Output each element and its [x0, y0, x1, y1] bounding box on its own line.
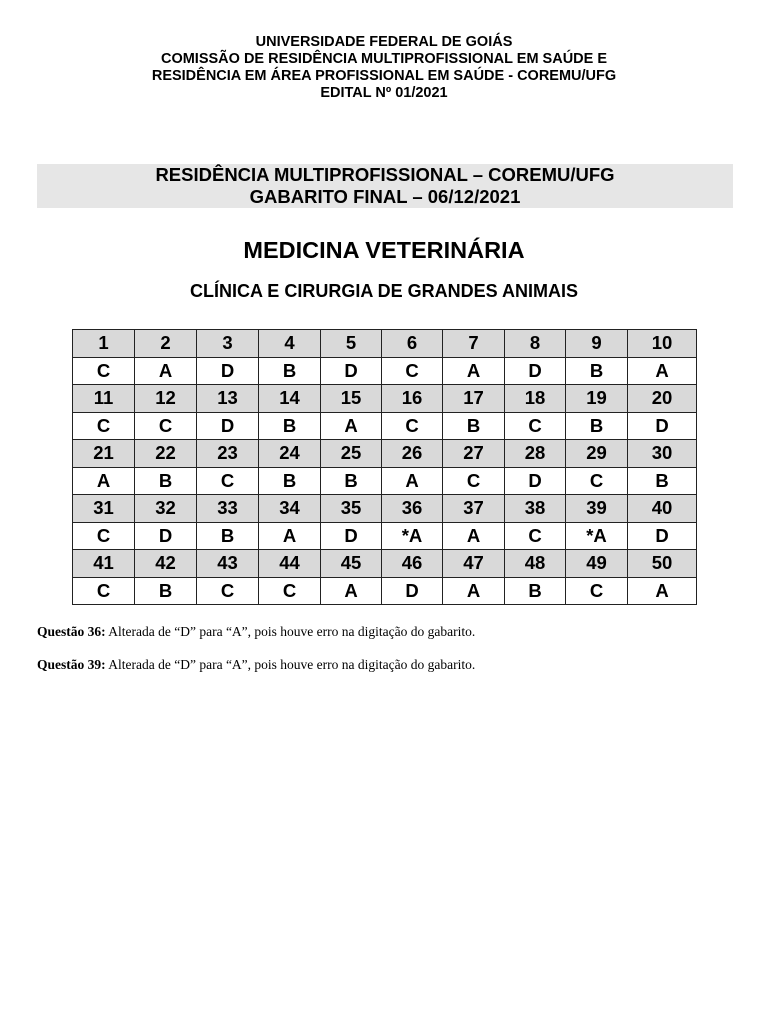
question-number-cell: 32	[135, 495, 197, 523]
question-number-cell: 25	[321, 440, 382, 468]
program-title: RESIDÊNCIA MULTIPROFISSIONAL – COREMU/UFG	[155, 164, 615, 185]
answer-cell: A	[382, 467, 443, 495]
answer-cell: A	[321, 577, 382, 605]
question-number-cell: 35	[321, 495, 382, 523]
answer-cell: A	[73, 467, 135, 495]
answer-cell: C	[73, 357, 135, 385]
question-number-cell: 22	[135, 440, 197, 468]
note-question-36	[37, 624, 475, 640]
question-number-row	[73, 495, 697, 523]
question-number-cell: 46	[382, 550, 443, 578]
question-number-cell: 16	[382, 385, 443, 413]
answer-cell: B	[259, 412, 321, 440]
answer-cell: B	[566, 357, 628, 385]
question-number-cell: 29	[566, 440, 628, 468]
question-number-cell: 47	[443, 550, 505, 578]
question-number-cell: 40	[628, 495, 697, 523]
question-number-cell: 30	[628, 440, 697, 468]
question-number-cell: 33	[197, 495, 259, 523]
answer-row	[73, 467, 697, 495]
answer-key-table	[72, 329, 697, 605]
answer-cell: *A	[382, 522, 443, 550]
answer-key-date: GABARITO FINAL – 06/12/2021	[249, 186, 521, 207]
answer-cell: B	[135, 467, 197, 495]
answer-cell: B	[135, 577, 197, 605]
question-number-cell: 11	[73, 385, 135, 413]
question-number-cell: 31	[73, 495, 135, 523]
question-number-row	[73, 385, 697, 413]
question-number-cell: 41	[73, 550, 135, 578]
question-number-cell: 43	[197, 550, 259, 578]
question-number-cell: 9	[566, 330, 628, 358]
note-label: Questão 36:	[37, 624, 106, 639]
question-number-cell: 17	[443, 385, 505, 413]
question-number-cell: 26	[382, 440, 443, 468]
question-number-cell: 28	[505, 440, 566, 468]
answer-cell: D	[321, 357, 382, 385]
header-line-edital: EDITAL Nº 01/2021	[320, 85, 448, 101]
question-number-cell: 23	[197, 440, 259, 468]
question-number-cell: 14	[259, 385, 321, 413]
question-number-cell: 42	[135, 550, 197, 578]
answer-cell: B	[505, 577, 566, 605]
question-number-cell: 24	[259, 440, 321, 468]
course-title: MEDICINA VETERINÁRIA	[243, 237, 525, 263]
answer-cell: D	[628, 412, 697, 440]
question-number-cell: 5	[321, 330, 382, 358]
answer-cell: A	[443, 357, 505, 385]
question-number-cell: 6	[382, 330, 443, 358]
answer-cell: D	[628, 522, 697, 550]
institution-header	[0, 34, 768, 102]
question-number-cell: 34	[259, 495, 321, 523]
answer-cell: C	[73, 522, 135, 550]
course-subtitle: CLÍNICA E CIRURGIA DE GRANDES ANIMAIS	[189, 281, 578, 301]
question-number-cell: 36	[382, 495, 443, 523]
answer-cell: B	[321, 467, 382, 495]
answer-row	[73, 412, 697, 440]
answer-cell: B	[566, 412, 628, 440]
answer-cell: A	[321, 412, 382, 440]
question-number-cell: 20	[628, 385, 697, 413]
question-number-cell: 45	[321, 550, 382, 578]
answer-cell: C	[197, 467, 259, 495]
question-number-cell: 21	[73, 440, 135, 468]
answer-cell: D	[197, 357, 259, 385]
question-number-cell: 8	[505, 330, 566, 358]
question-number-cell: 3	[197, 330, 259, 358]
answer-cell: C	[443, 467, 505, 495]
question-number-cell: 7	[443, 330, 505, 358]
answer-cell: A	[443, 522, 505, 550]
answer-cell: D	[135, 522, 197, 550]
answer-cell: A	[443, 577, 505, 605]
question-number-cell: 15	[321, 385, 382, 413]
question-number-cell: 2	[135, 330, 197, 358]
answer-cell: C	[505, 412, 566, 440]
answer-cell: A	[628, 357, 697, 385]
header-line-commission: COMISSÃO DE RESIDÊNCIA MULTIPROFISSIONAL EM SAÚDE E	[160, 51, 608, 67]
answer-cell: D	[382, 577, 443, 605]
answer-cell: A	[628, 577, 697, 605]
answer-key-body	[73, 330, 697, 605]
answer-cell: B	[259, 357, 321, 385]
question-number-row	[73, 550, 697, 578]
answer-cell: C	[566, 577, 628, 605]
answer-row	[73, 357, 697, 385]
answer-cell: D	[505, 357, 566, 385]
question-number-cell: 1	[73, 330, 135, 358]
answer-cell: C	[197, 577, 259, 605]
answer-cell: D	[321, 522, 382, 550]
question-number-cell: 50	[628, 550, 697, 578]
answer-cell: C	[73, 577, 135, 605]
question-number-cell: 39	[566, 495, 628, 523]
question-number-cell: 18	[505, 385, 566, 413]
question-number-row	[73, 330, 697, 358]
answer-cell: C	[259, 577, 321, 605]
answer-cell: C	[382, 357, 443, 385]
answer-cell: C	[382, 412, 443, 440]
question-number-cell: 38	[505, 495, 566, 523]
answer-cell: B	[259, 467, 321, 495]
answer-cell: B	[197, 522, 259, 550]
answer-cell: C	[566, 467, 628, 495]
answer-cell: D	[197, 412, 259, 440]
note-text: Alterada de “D” para “A”, pois houve erro na digitação do gabarito.	[108, 624, 476, 639]
question-number-cell: 12	[135, 385, 197, 413]
question-number-cell: 19	[566, 385, 628, 413]
question-number-cell: 48	[505, 550, 566, 578]
question-number-cell: 44	[259, 550, 321, 578]
answer-cell: A	[135, 357, 197, 385]
answer-cell: B	[628, 467, 697, 495]
answer-cell: C	[135, 412, 197, 440]
question-number-row	[73, 440, 697, 468]
answer-key-title-box	[37, 164, 733, 208]
question-number-cell: 37	[443, 495, 505, 523]
question-number-cell: 10	[628, 330, 697, 358]
answer-cell: C	[73, 412, 135, 440]
note-label: Questão 39:	[37, 657, 106, 672]
question-number-cell: 27	[443, 440, 505, 468]
answer-cell: C	[505, 522, 566, 550]
answer-cell: D	[505, 467, 566, 495]
answer-row	[73, 577, 697, 605]
answer-cell: *A	[566, 522, 628, 550]
answer-cell: A	[259, 522, 321, 550]
question-number-cell: 49	[566, 550, 628, 578]
answer-row	[73, 522, 697, 550]
note-question-39	[37, 657, 475, 673]
header-line-university: UNIVERSIDADE FEDERAL DE GOIÁS	[255, 34, 513, 50]
question-number-cell: 13	[197, 385, 259, 413]
question-number-cell: 4	[259, 330, 321, 358]
answer-cell: B	[443, 412, 505, 440]
note-text: Alterada de “D” para “A”, pois houve erro na digitação do gabarito.	[108, 657, 476, 672]
header-line-residency: RESIDÊNCIA EM ÁREA PROFISSIONAL EM SAÚDE - COREMU/UFG	[151, 68, 617, 84]
